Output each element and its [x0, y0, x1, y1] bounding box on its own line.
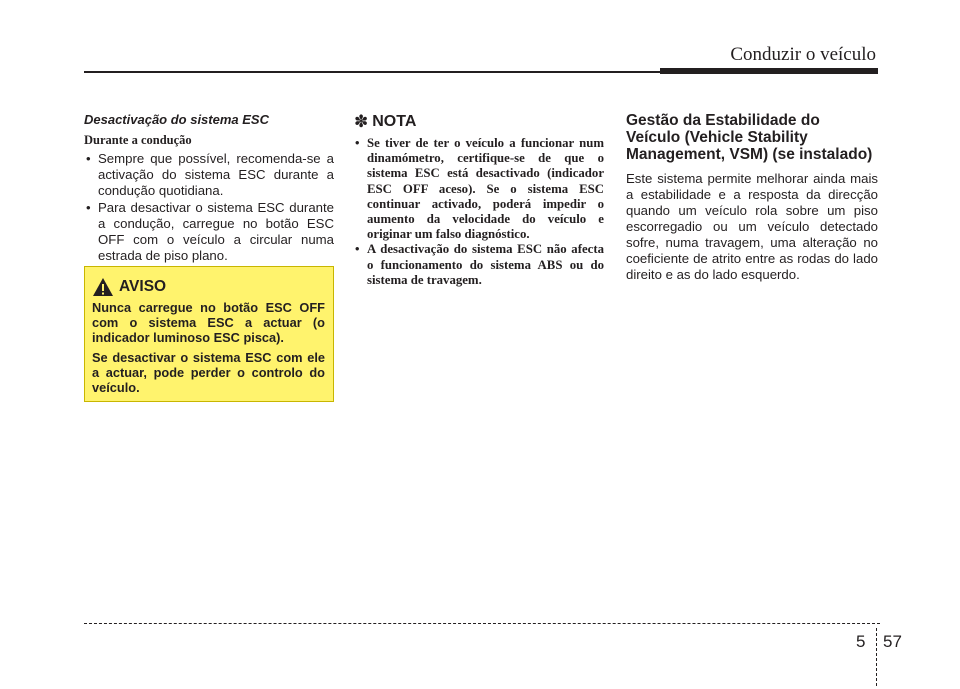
warning-paragraph: Se desactivar o sistema ESC com ele a actuar, pode perder o controlo do veículo. — [92, 350, 325, 395]
chapter-number: 5 — [856, 632, 866, 651]
note-heading — [354, 112, 604, 132]
bullet-icon: • — [355, 136, 360, 150]
bullet-icon: • — [355, 242, 360, 257]
list-item — [84, 200, 334, 264]
warning-paragraph: Nunca carregue no botão ESC OFF com o sistema ESC a actuar (o indicador luminoso ESC pisca). — [92, 300, 325, 345]
vsm-body: Este sistema permite melhorar ainda mais a estabilidade e a resposta da direcção quando um veículo rola sobre um piso escorregadio ou um veículo detectado sofre, numa travagem, uma alteração no coeficiente de atrito entre as rodas do lado direito e as do lado esquerdo. — [626, 171, 878, 282]
list-item-text: Sempre que possível, recomenda-se a activação do sistema ESC durante a condução quotidiana. — [98, 151, 334, 198]
left-column — [84, 112, 334, 265]
note-item-text: A desactivação do sistema ESC não afecta o funcionamento do sistema ABS ou do sistema de travagem. — [367, 242, 604, 287]
warning-box — [84, 266, 334, 402]
bullet-icon: • — [86, 151, 91, 166]
esc-deactivation-subheading: Desactivação do sistema ESC — [84, 112, 269, 127]
vsm-column — [626, 112, 878, 283]
note-list — [354, 136, 604, 288]
warning-title: AVISO — [119, 278, 167, 295]
asterisk-icon: ✽ — [354, 112, 369, 131]
vsm-heading: Gestão da Estabilidade do Veículo (Vehicle Stability Management, VSM) (se instalado) — [626, 112, 873, 163]
page-number: 57 — [883, 632, 902, 651]
list-item — [354, 242, 604, 288]
footer-divider — [876, 628, 877, 686]
list-item — [84, 151, 334, 199]
list-item-text: Para desactivar o sistema ESC durante a condução, carregue no botão ESC OFF com o veículo a circular numa estrada de piso plano. — [98, 200, 334, 263]
warning-triangle-icon — [92, 277, 114, 297]
note-item-text: Se tiver de ter o veículo a funcionar num dinamómetro, certifique-se de que o sistema ESC está desactivado (indicador ESC OFF aceso). Se o sistema ESC continuar activado, poderá impedir o aumento da velocidade do veículo e originar um falso diagnóstico. — [367, 136, 604, 242]
list-item — [354, 136, 604, 242]
header-rule — [84, 71, 660, 73]
note-column — [354, 112, 604, 288]
driving-label: Durante a condução — [84, 133, 192, 147]
note-title: NOTA — [372, 113, 417, 130]
header-rule-accent — [660, 68, 878, 74]
esc-bullet-list — [84, 151, 334, 264]
footer-rule — [84, 623, 880, 624]
warning-header — [92, 277, 325, 297]
bullet-icon: • — [86, 200, 91, 215]
header-title: Conduzir o veículo — [730, 44, 876, 65]
